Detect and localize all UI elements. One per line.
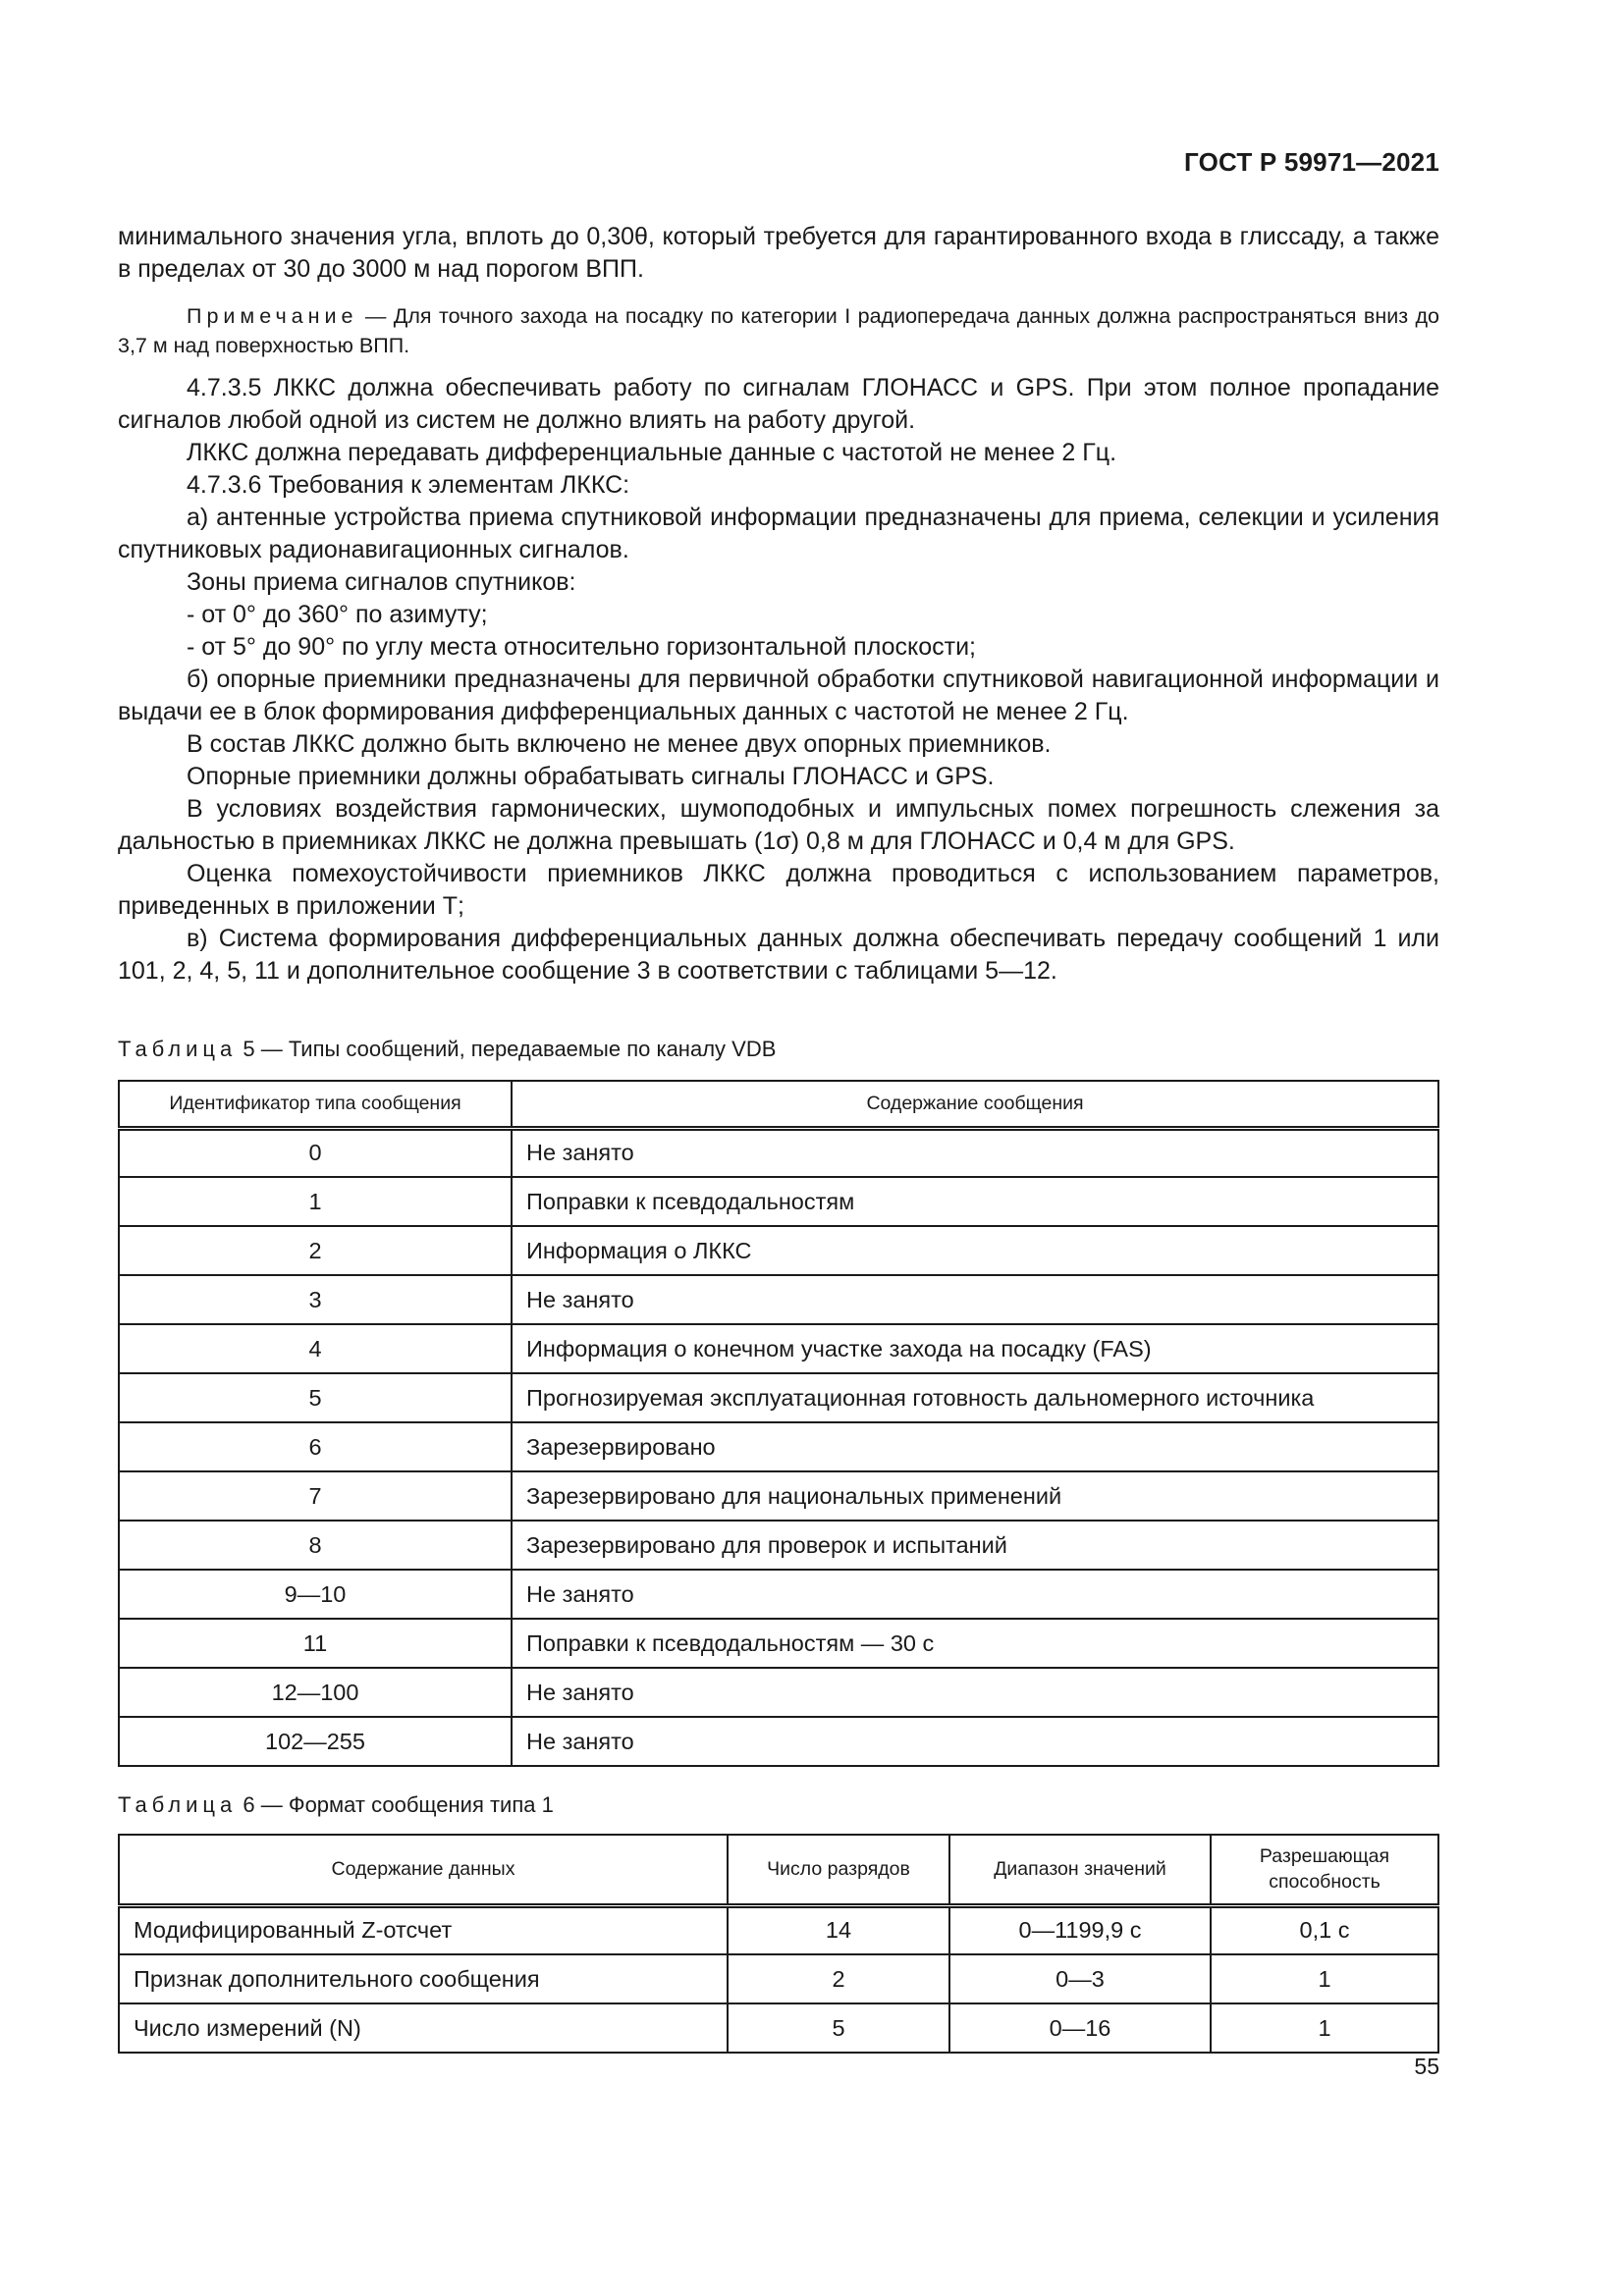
- table-row: [119, 1717, 1438, 1766]
- table-row: [119, 1619, 1438, 1668]
- page-number: 55: [1414, 2054, 1439, 2079]
- table-header-row: [119, 1081, 1438, 1128]
- table-header-row: [119, 1835, 1438, 1905]
- document-id: ГОСТ Р 59971—2021: [1184, 147, 1439, 177]
- table-row: [119, 1521, 1438, 1570]
- table-row: [119, 1373, 1438, 1422]
- message-type-id: 0: [119, 1128, 512, 1177]
- message-type-id: 12—100: [119, 1668, 512, 1717]
- message-type-id: 102—255: [119, 1717, 512, 1766]
- paragraph: В состав ЛККС должно быть включено не менее двух опорных приемников.: [187, 730, 1052, 758]
- data-content: Модифицированный Z-отсчет: [119, 1905, 728, 1954]
- table-header-cell: Диапазон значений: [949, 1835, 1211, 1905]
- table5-caption-label: Таблица: [118, 1037, 238, 1061]
- table-row: [119, 1128, 1438, 1177]
- paragraph: Зоны приема сигналов спутников:: [187, 568, 576, 596]
- paragraph: ЛККС должна передавать дифференциальные данные с частотой не менее 2 Гц.: [187, 439, 1117, 466]
- table5-caption-text: 5 — Типы сообщений, передаваемые по каналу VDB: [237, 1037, 777, 1061]
- bit-count: 2: [728, 1954, 949, 2003]
- message-type-id: 4: [119, 1324, 512, 1373]
- message-content: Не занято: [512, 1570, 1438, 1619]
- note-label: Примечание: [187, 304, 358, 328]
- table-header-cell: Разрешающая способность: [1211, 1835, 1438, 1905]
- bit-count: 5: [728, 2003, 949, 2053]
- table-row: [119, 1177, 1438, 1226]
- table-row: [119, 1570, 1438, 1619]
- table-header-cell: Число разрядов: [728, 1835, 949, 1905]
- table-row: [119, 1275, 1438, 1324]
- message-content: Поправки к псевдодальностям — 30 с: [512, 1619, 1438, 1668]
- list-item: - от 0° до 360° по азимуту;: [187, 601, 488, 628]
- paragraph: а) антенные устройства приема спутниковой информации предназначены для приема, селекции и усиления спутниковых радионавигационных сигналов.: [118, 504, 1439, 563]
- table-row: [119, 1668, 1438, 1717]
- message-content: Зарезервировано: [512, 1422, 1438, 1471]
- paragraph: Оценка помехоустойчивости приемников ЛККС должна проводиться с использованием параметров, приведенных в приложении Т;: [118, 860, 1439, 920]
- table-row: [119, 1324, 1438, 1373]
- list-item: - от 5° до 90° по углу места относительно горизонтальной плоскости;: [187, 633, 976, 661]
- data-content: Признак дополнительного сообщения: [119, 1954, 728, 2003]
- body-text: [118, 221, 1439, 988]
- message-content: Не занято: [512, 1128, 1438, 1177]
- message-type-id: 7: [119, 1471, 512, 1521]
- value-range: 0—16: [949, 2003, 1211, 2053]
- message-type-id: 6: [119, 1422, 512, 1471]
- message-content: Не занято: [512, 1717, 1438, 1766]
- value-range: 0—3: [949, 1954, 1211, 2003]
- resolution: 1: [1211, 2003, 1438, 2053]
- message-type-id: 5: [119, 1373, 512, 1422]
- paragraph: минимального значения угла, вплоть до 0,30θ, который требуется для гарантированного входа в глиссаду, а также в пределах от 30 до 3000 м над порогом ВПП.: [118, 223, 1439, 283]
- message-type-id: 8: [119, 1521, 512, 1570]
- message-content: Прогнозируемая эксплуатационная готовность дальномерного источника: [512, 1373, 1438, 1422]
- table-row: [119, 1471, 1438, 1521]
- message-type-id: 11: [119, 1619, 512, 1668]
- table-header-cell: Содержание данных: [119, 1835, 728, 1905]
- message-type-id: 1: [119, 1177, 512, 1226]
- note-text: — Для точного захода на посадку по категории I радиопередача данных должна распространяться вниз до 3,7 м над поверхностью ВПП.: [118, 304, 1439, 357]
- message-content: Поправки к псевдодальностям: [512, 1177, 1438, 1226]
- table-row: [119, 1954, 1438, 2003]
- table5-caption: [118, 1037, 776, 1062]
- table-header-cell: Содержание сообщения: [512, 1081, 1438, 1128]
- table6-caption: [118, 1792, 554, 1818]
- paragraph: 4.7.3.6 Требования к элементам ЛККС:: [187, 471, 630, 499]
- resolution: 1: [1211, 1954, 1438, 2003]
- message-type-id: 2: [119, 1226, 512, 1275]
- value-range: 0—1199,9 с: [949, 1905, 1211, 1954]
- message-content: Не занято: [512, 1668, 1438, 1717]
- table6-caption-text: 6 — Формат сообщения типа 1: [237, 1792, 554, 1817]
- document-page: [118, 0, 1439, 2296]
- message-content: Не занято: [512, 1275, 1438, 1324]
- message-content: Зарезервировано для проверок и испытаний: [512, 1521, 1438, 1570]
- table-row: [119, 1226, 1438, 1275]
- message-type-id: 9—10: [119, 1570, 512, 1619]
- table-row: [119, 2003, 1438, 2053]
- table-header-cell: Идентификатор типа сообщения: [119, 1081, 512, 1128]
- table6-caption-label: Таблица: [118, 1792, 238, 1817]
- table-row: [119, 1422, 1438, 1471]
- data-content: Число измерений (N): [119, 2003, 728, 2053]
- table-6: [118, 1834, 1439, 2054]
- message-type-id: 3: [119, 1275, 512, 1324]
- paragraph: В условиях воздействия гармонических, шумоподобных и импульсных помех погрешность слежения за дальностью в приемниках ЛККС не должна превышать (1σ) 0,8 м для ГЛОНАСС и 0,4 м для GPS.: [118, 795, 1439, 855]
- paragraph: б) опорные приемники предназначены для первичной обработки спутниковой навигационной информации и выдачи ее в блок формирования дифференциальных данных с частотой не менее 2 Гц.: [118, 666, 1439, 725]
- paragraph: Опорные приемники должны обрабатывать сигналы ГЛОНАСС и GPS.: [187, 763, 995, 790]
- bit-count: 14: [728, 1905, 949, 1954]
- table-row: [119, 1905, 1438, 1954]
- note: [118, 301, 1439, 360]
- resolution: 0,1 с: [1211, 1905, 1438, 1954]
- paragraph: 4.7.3.5 ЛККС должна обеспечивать работу по сигналам ГЛОНАСС и GPS. При этом полное пропадание сигналов любой одной из систем не должно влиять на работу другой.: [118, 374, 1439, 434]
- table-5: [118, 1080, 1439, 1767]
- message-content: Зарезервировано для национальных применений: [512, 1471, 1438, 1521]
- message-content: Информация о конечном участке захода на посадку (FAS): [512, 1324, 1438, 1373]
- paragraph: в) Система формирования дифференциальных данных должна обеспечивать передачу сообщений 1 или 101, 2, 4, 5, 11 и дополнительное сообщение 3 в соответствии с таблицами 5—12.: [118, 925, 1439, 985]
- message-content: Информация о ЛККС: [512, 1226, 1438, 1275]
